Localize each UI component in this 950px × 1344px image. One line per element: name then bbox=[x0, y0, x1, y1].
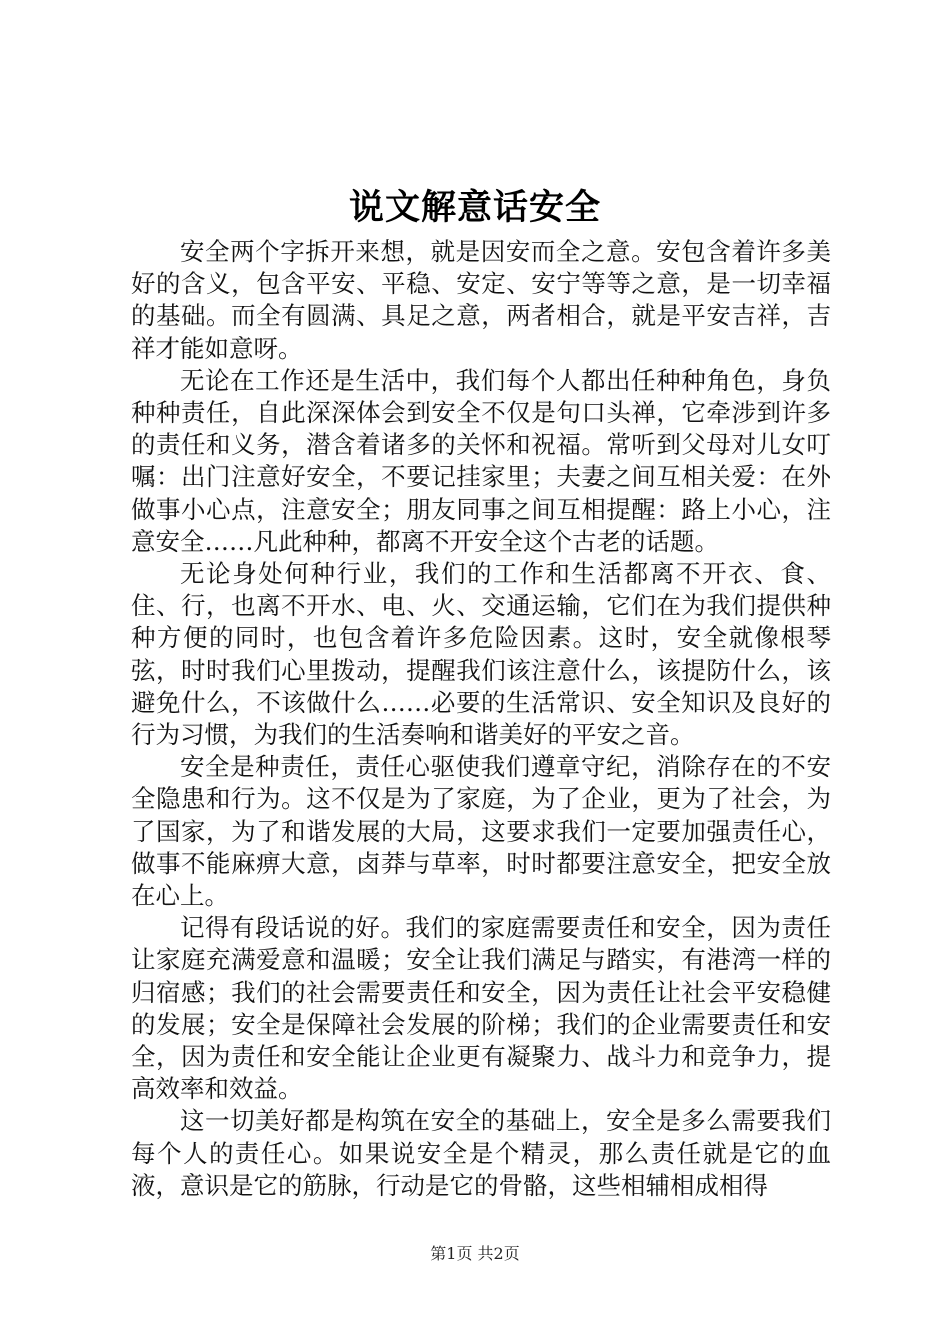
paragraph: 无论在工作还是生活中，我们每个人都出任种种角色，身负种种责任，自此深深体会到安全不仅是句口头禅，它牵涉到许多的责任和义务，潜含着诸多的关怀和祝福。常听到父母对儿女叮嘱：出门注意好安全，不要记挂家里；夫妻之间互相关爱：在外做事小心点，注意安全；朋友同事之间互相提醒：路上小心，注意安全……凡此种种，都离不开安全这个古老的话题。 bbox=[131, 365, 831, 556]
document-title: 说文解意话安全 bbox=[348, 187, 601, 228]
paragraph: 安全是种责任，责任心驱使我们遵章守纪，消除存在的不安全隐患和行为。这不仅是为了家庭，为了企业，更为了社会，为了国家，为了和谐发展的大局，这要求我们一定要加强责任心，做事不能麻痹大意，卤莽与草率，时时都要注意安全，把安全放在心上。 bbox=[131, 752, 831, 911]
paragraph: 记得有段话说的好。我们的家庭需要责任和安全，因为责任让家庭充满爱意和温暖；安全让我们满足与踏实，有港湾一样的归宿感；我们的社会需要责任和安全，因为责任让社会平安稳健的发展；安全是保障社会发展的阶梯；我们的企业需要责任和安全，因为责任和安全能让企业更有凝聚力、战斗力和竞争力，提高效率和效益。 bbox=[131, 913, 831, 1104]
page-footer: 第1页 共2页 bbox=[430, 1244, 520, 1263]
paragraph: 无论身处何种行业，我们的工作和生活都离不开衣、食、住、行，也离不开水、电、火、交通运输，它们在为我们提供种种方便的同时，也包含着许多危险因素。这时，安全就像根琴弦，时时我们心里拨动，提醒我们该注意什么，该提防什么，该避免什么，不该做什么……必要的生活常识、安全知识及良好的行为习惯，为我们的生活奏响和谐美好的平安之音。 bbox=[131, 559, 831, 750]
document-body bbox=[131, 236, 831, 1202]
paragraph: 安全两个字拆开来想，就是因安而全之意。安包含着许多美好的含义，包含平安、平稳、安定、安宁等等之意，是一切幸福的基础。而全有圆满、具足之意，两者相合，就是平安吉祥，吉祥才能如意呀。 bbox=[131, 237, 831, 363]
paragraph: 这一切美好都是构筑在安全的基础上，安全是多么需要我们每个人的责任心。如果说安全是个精灵，那么责任就是它的血液，意识是它的筋脉，行动是它的骨骼，这些相辅相成相得 bbox=[131, 1106, 831, 1200]
